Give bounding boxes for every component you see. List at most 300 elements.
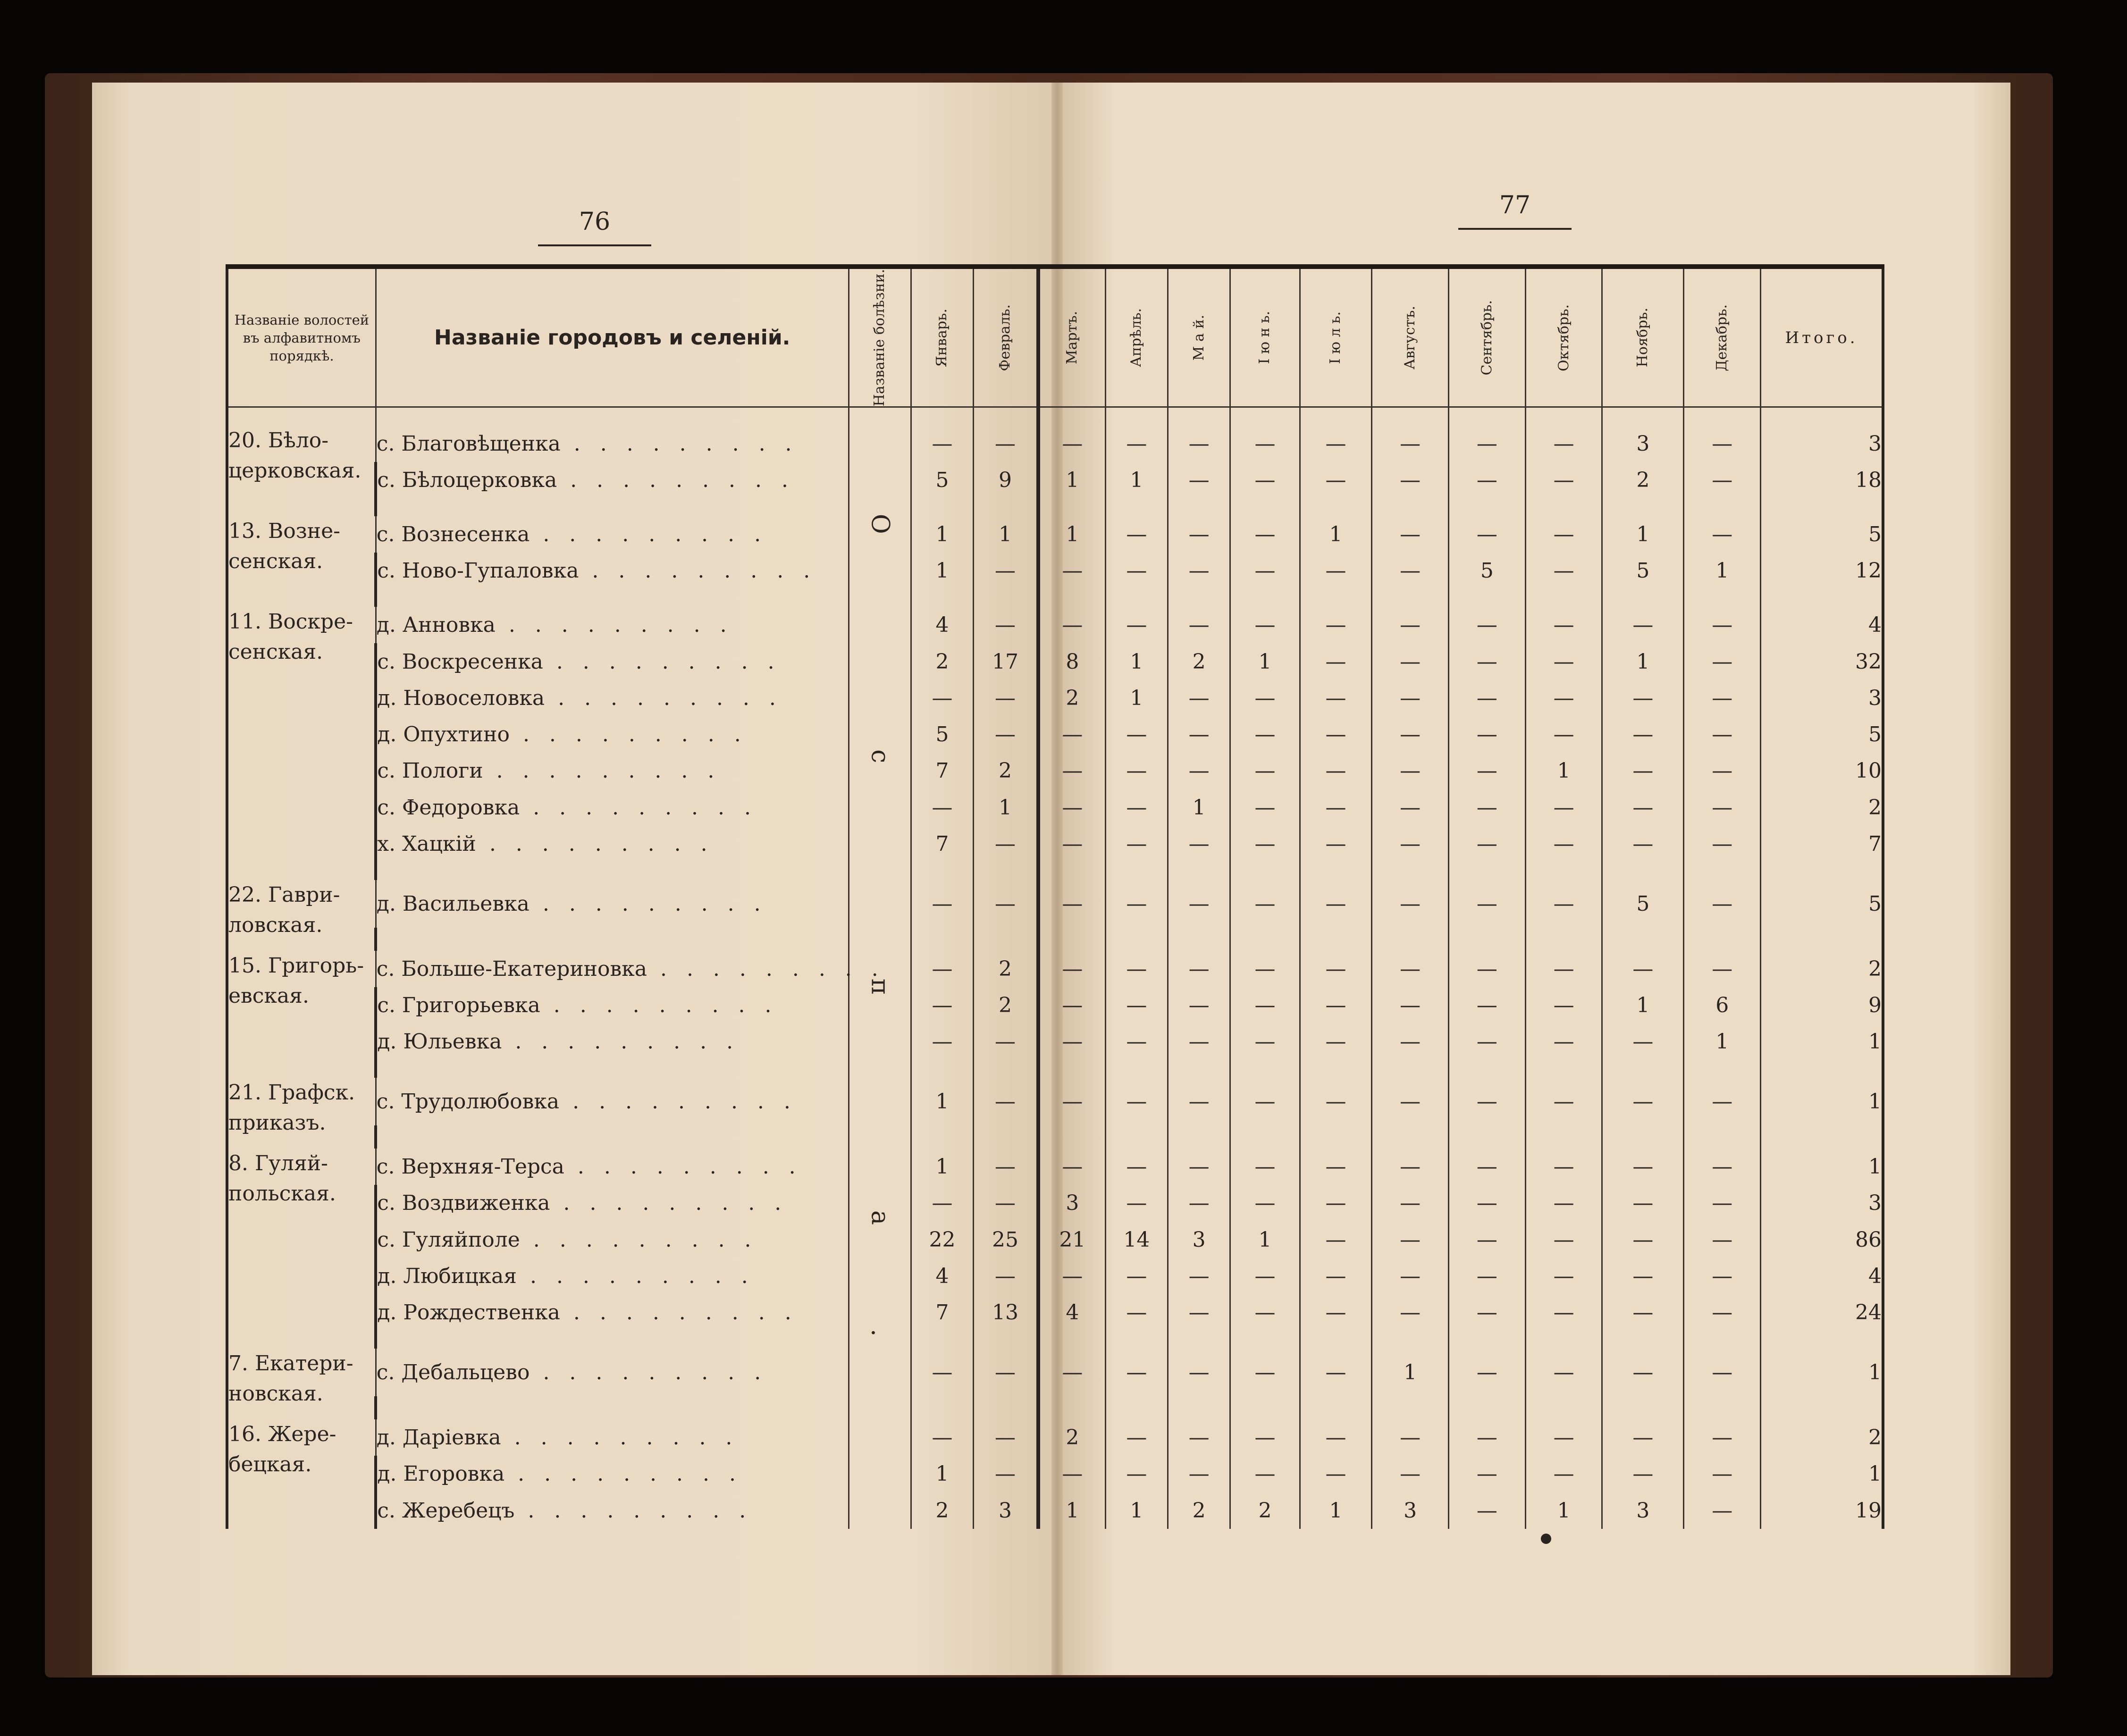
leader-dots: . . . . . . . . . <box>514 1498 753 1523</box>
volost-name: 22. Гаври-ловская. <box>227 880 376 951</box>
month-value: — <box>1602 1294 1684 1331</box>
header-month-label: М а й. <box>1190 315 1207 361</box>
leader-dots: . . . . . . . . . <box>579 559 817 583</box>
month-value: 7 <box>911 1294 973 1331</box>
leader-dots: . . . . . . . . . <box>504 1462 742 1486</box>
month-value: — <box>1105 826 1168 862</box>
month-value: — <box>1230 789 1300 826</box>
month-value: 13 <box>974 1294 1038 1331</box>
gap-cell <box>974 1060 1038 1077</box>
month-value: — <box>1448 607 1525 643</box>
month-value: — <box>911 951 973 987</box>
month-value: 1 <box>1300 516 1372 553</box>
gap-cell <box>1602 1396 1684 1419</box>
gap-cell <box>1372 928 1449 951</box>
month-value: — <box>1602 951 1684 987</box>
month-value: — <box>1448 1492 1525 1529</box>
row-total: 18 <box>1761 462 1883 498</box>
place-label: д. Юльевка <box>377 1030 502 1054</box>
month-value: — <box>1038 1149 1105 1185</box>
leader-dots: . . . . . . . . . <box>530 1360 768 1384</box>
header-month-label: І ю н ь. <box>1256 311 1273 364</box>
month-value: — <box>1300 426 1372 462</box>
place-name <box>376 607 849 643</box>
month-value: — <box>1300 951 1372 987</box>
header-month-6 <box>1230 267 1300 407</box>
place-name <box>376 1349 849 1396</box>
month-value: — <box>1038 607 1105 643</box>
place-label: с. Благовѣщенка <box>376 432 561 456</box>
row-total: 1 <box>1761 1349 1883 1396</box>
gap-cell <box>1230 1331 1300 1348</box>
month-value: 1 <box>1105 462 1168 498</box>
row-total: 12 <box>1761 553 1883 589</box>
table-row <box>227 1419 1883 1456</box>
place-name <box>376 1294 849 1331</box>
place-label: с. Григорьевка <box>377 993 540 1017</box>
month-value: — <box>1525 553 1602 589</box>
gap-cell <box>1448 589 1525 607</box>
month-value: — <box>1448 1185 1525 1221</box>
month-value: — <box>1684 607 1761 643</box>
month-value: 2 <box>974 951 1038 987</box>
month-value: 1 <box>911 553 973 589</box>
month-value: — <box>1300 553 1372 589</box>
table-row <box>227 680 1883 716</box>
month-value: 1 <box>1525 1492 1602 1529</box>
month-value: — <box>1684 516 1761 553</box>
month-value: 3 <box>1602 426 1684 462</box>
month-value: — <box>1684 1078 1761 1125</box>
gap-cell <box>1602 862 1684 880</box>
place-label: с. Жеребецъ <box>377 1498 515 1523</box>
month-value: — <box>1372 826 1449 862</box>
header-month-label: Декабрь. <box>1714 304 1731 371</box>
month-value: 3 <box>1038 1185 1105 1221</box>
place-name <box>376 1492 849 1529</box>
place-label: с. Трудолюбовка <box>376 1089 560 1114</box>
gap-cell <box>1168 862 1230 880</box>
month-value: — <box>1300 716 1372 753</box>
header-month-4 <box>1105 267 1168 407</box>
gap-cell <box>1761 1396 1883 1419</box>
gap-cell <box>974 862 1038 880</box>
month-value: — <box>1230 607 1300 643</box>
month-value: 1 <box>974 789 1038 826</box>
month-value: — <box>1230 716 1300 753</box>
place-label: с. Бѣлоцерковка <box>377 468 557 493</box>
month-value: 9 <box>974 462 1038 498</box>
month-value: — <box>1105 1078 1168 1125</box>
month-value: — <box>1038 1349 1105 1396</box>
table-row <box>227 1456 1883 1492</box>
gap-cell <box>1230 1060 1300 1077</box>
month-value: — <box>1448 716 1525 753</box>
month-value: — <box>1602 826 1684 862</box>
gap-cell <box>376 499 849 516</box>
month-value: — <box>1168 987 1230 1023</box>
place-label: х. Хацкій <box>377 832 476 856</box>
month-value: — <box>1038 826 1105 862</box>
gap-cell <box>1038 1060 1105 1077</box>
month-value: — <box>1038 426 1105 462</box>
month-value: — <box>974 826 1038 862</box>
gap-cell <box>1038 862 1105 880</box>
spacer-cell <box>1372 407 1449 426</box>
place-label: с. Пологи <box>377 759 483 783</box>
place-name <box>376 951 885 987</box>
volost-name: 15. Григорь-евская. <box>227 951 376 1078</box>
table-row <box>227 826 1883 862</box>
gap-cell <box>974 1331 1038 1348</box>
gap-cell <box>911 862 973 880</box>
gap-cell <box>1372 1060 1449 1077</box>
gap-cell <box>1230 1396 1300 1419</box>
month-value: — <box>1038 553 1105 589</box>
gap-cell <box>911 1125 973 1149</box>
month-value: — <box>1684 753 1761 789</box>
gap-cell <box>1372 1396 1449 1419</box>
gap-cell <box>1230 589 1300 607</box>
month-value: 1 <box>1684 553 1761 589</box>
gap-cell <box>1105 928 1168 951</box>
leader-dots: . . . . . . . . . <box>543 649 781 674</box>
place-name <box>376 1149 849 1185</box>
month-value: — <box>911 1349 973 1396</box>
month-value: 2 <box>1038 1419 1105 1456</box>
month-value: — <box>1525 1149 1602 1185</box>
gap-cell <box>1761 928 1883 951</box>
gap-cell <box>1300 1396 1372 1419</box>
page-number-left: 76 <box>538 208 651 246</box>
month-value: — <box>1105 516 1168 553</box>
month-value: — <box>1372 1258 1449 1294</box>
month-value: — <box>1448 1221 1525 1258</box>
gap-cell <box>1602 589 1684 607</box>
leader-dots: . . . . . . . . . <box>560 432 799 456</box>
month-value: — <box>1684 643 1761 679</box>
month-value: — <box>1525 1456 1602 1492</box>
month-value: — <box>1230 426 1300 462</box>
month-value: — <box>974 607 1038 643</box>
gap-cell <box>1602 1331 1684 1348</box>
volost-name: 16. Жере-бецкая. <box>227 1419 376 1529</box>
month-value: — <box>1038 1078 1105 1125</box>
row-total: 2 <box>1761 1419 1883 1456</box>
place-name <box>376 1221 849 1258</box>
gap-cell <box>911 1396 973 1419</box>
row-total: 4 <box>1761 607 1883 643</box>
month-value: — <box>1372 426 1449 462</box>
month-value: 1 <box>1230 1221 1300 1258</box>
month-value: 1 <box>911 1149 973 1185</box>
place-name <box>376 789 849 826</box>
month-value: — <box>1230 951 1300 987</box>
month-value: — <box>1168 1185 1230 1221</box>
row-total: 5 <box>1761 516 1883 553</box>
month-value: — <box>1230 516 1300 553</box>
month-value: — <box>974 1149 1038 1185</box>
place-name <box>376 716 849 753</box>
month-value: — <box>1448 1419 1525 1456</box>
place-label: с. Воздвиженка <box>377 1191 550 1216</box>
month-value: — <box>1105 880 1168 928</box>
month-value: — <box>1230 1456 1300 1492</box>
spacer-cell <box>1038 407 1105 426</box>
header-total <box>1761 267 1883 407</box>
leader-dots: . . . . . . . . . <box>550 1191 788 1216</box>
page-number-right: 77 <box>1458 191 1572 230</box>
month-value: 2 <box>1168 643 1230 679</box>
disease-name: О с п а. <box>849 426 911 1529</box>
month-value: — <box>1168 1294 1230 1331</box>
month-value: — <box>1525 680 1602 716</box>
spacer-cell <box>1230 407 1300 426</box>
gap-cell <box>1168 928 1230 951</box>
table-row <box>227 789 1883 826</box>
gap-cell <box>1300 499 1372 516</box>
row-total: 1 <box>1761 1078 1883 1125</box>
gap-cell <box>1602 1125 1684 1149</box>
gap-cell <box>1761 1331 1883 1348</box>
table-row <box>227 716 1883 753</box>
month-value: — <box>1525 1221 1602 1258</box>
month-value: — <box>1038 880 1105 928</box>
header-month-label: Ноябрь. <box>1634 308 1651 368</box>
month-value: 7 <box>911 753 973 789</box>
place-label: с. Ново-Гупаловка <box>377 559 579 583</box>
month-value: — <box>1230 987 1300 1023</box>
month-value: 2 <box>1038 680 1105 716</box>
month-value: — <box>1372 1149 1449 1185</box>
month-value: — <box>1168 680 1230 716</box>
place-name <box>376 680 849 716</box>
gap-cell <box>1372 1125 1449 1149</box>
group-gap-row <box>227 862 1883 880</box>
month-value: — <box>1300 826 1372 862</box>
month-value: — <box>1684 426 1761 462</box>
place-name <box>376 826 849 862</box>
month-value: 1 <box>911 1456 973 1492</box>
gap-cell <box>1168 1396 1230 1419</box>
gap-cell <box>376 1331 849 1348</box>
gap-cell <box>1300 1331 1372 1348</box>
month-value: — <box>1448 643 1525 679</box>
table-row <box>227 643 1883 679</box>
gap-cell <box>1448 1331 1525 1348</box>
month-value: — <box>1448 951 1525 987</box>
month-value: 1 <box>1230 643 1300 679</box>
month-value: — <box>1602 607 1684 643</box>
header-total-label: Итого. <box>1785 328 1858 347</box>
month-value: 1 <box>974 516 1038 553</box>
month-value: 22 <box>911 1221 973 1258</box>
gap-cell <box>1105 1125 1168 1149</box>
place-name <box>376 426 849 462</box>
header-month-9 <box>1448 267 1525 407</box>
month-value: — <box>1230 462 1300 498</box>
month-value: — <box>974 1349 1038 1396</box>
month-value: — <box>1168 462 1230 498</box>
month-value: — <box>911 1023 973 1060</box>
month-value: — <box>1300 1149 1372 1185</box>
month-value: — <box>1372 1419 1449 1456</box>
row-total: 1 <box>1761 1149 1883 1185</box>
gap-cell <box>1525 589 1602 607</box>
gap-cell <box>1038 1396 1105 1419</box>
gap-cell <box>376 1396 849 1419</box>
gap-cell <box>1230 862 1300 880</box>
place-label: с. Вознесенка <box>376 522 530 547</box>
month-value: — <box>1300 1023 1372 1060</box>
place-name <box>376 753 849 789</box>
table-row <box>227 516 1883 553</box>
month-value: 2 <box>1602 462 1684 498</box>
month-value: 2 <box>1168 1492 1230 1529</box>
month-value: — <box>1525 789 1602 826</box>
gap-cell <box>1525 1396 1602 1419</box>
gap-cell <box>1448 1060 1525 1077</box>
month-value: — <box>1525 607 1602 643</box>
month-value: — <box>1448 462 1525 498</box>
table-row <box>227 462 1883 498</box>
month-value: — <box>1168 1419 1230 1456</box>
table-header-row <box>227 267 1883 407</box>
month-value: — <box>1372 1294 1449 1331</box>
place-label: с. Федоровка <box>377 795 520 820</box>
month-value: — <box>1602 1456 1684 1492</box>
header-volost: Названіе волостей въ алфавитномъ порядкѣ. <box>227 267 376 407</box>
header-month-label: Сентябрь. <box>1478 300 1495 376</box>
month-value: — <box>1300 643 1372 679</box>
month-value: — <box>1525 1349 1602 1396</box>
month-value: — <box>1168 880 1230 928</box>
spacer-cell <box>227 407 376 426</box>
month-value: — <box>1105 426 1168 462</box>
row-total: 86 <box>1761 1221 1883 1258</box>
month-value: — <box>1105 1456 1168 1492</box>
header-month-label: Октябрь. <box>1555 304 1572 371</box>
month-value: — <box>1105 1149 1168 1185</box>
place-label: с. Дебальцево <box>376 1360 530 1384</box>
gap-cell <box>1105 1331 1168 1348</box>
gap-cell <box>1038 499 1105 516</box>
gap-cell <box>1300 862 1372 880</box>
month-value: — <box>1168 1078 1230 1125</box>
leader-dots: . . . . . . . . . <box>517 1264 755 1288</box>
month-value: — <box>1602 1185 1684 1221</box>
volost-name: 20. Бѣло-церковская. <box>227 426 376 516</box>
volost-name: 7. Екатери-новская. <box>227 1349 376 1419</box>
month-value: — <box>1230 1419 1300 1456</box>
header-month-10 <box>1525 267 1602 407</box>
gap-cell <box>1372 1331 1449 1348</box>
volost-name: 13. Возне-сенская. <box>227 516 376 607</box>
place-name <box>376 643 849 679</box>
month-value: — <box>1448 880 1525 928</box>
gap-cell <box>1684 1060 1761 1077</box>
ink-spot <box>1541 1534 1551 1544</box>
month-value: — <box>911 987 973 1023</box>
gap-cell <box>1038 928 1105 951</box>
month-value: — <box>974 1185 1038 1221</box>
month-value: 14 <box>1105 1221 1168 1258</box>
month-value: — <box>1230 1023 1300 1060</box>
month-value: 5 <box>1448 553 1525 589</box>
month-value: — <box>1372 643 1449 679</box>
gap-cell <box>1448 928 1525 951</box>
gap-cell <box>1105 1396 1168 1419</box>
row-total: 4 <box>1761 1258 1883 1294</box>
row-total: 2 <box>1761 951 1883 987</box>
gap-cell <box>1684 1331 1761 1348</box>
place-name <box>376 516 849 553</box>
volost-name: 11. Воскре-сенская. <box>227 607 376 880</box>
gap-cell <box>1230 1125 1300 1149</box>
group-gap-row <box>227 499 1883 516</box>
gap-cell <box>1168 1125 1230 1149</box>
month-value: — <box>911 680 973 716</box>
month-value: — <box>1038 753 1105 789</box>
month-value: — <box>1168 1456 1230 1492</box>
month-value: — <box>1448 426 1525 462</box>
month-value: — <box>1230 753 1300 789</box>
month-value: — <box>1300 1221 1372 1258</box>
month-value: 5 <box>1602 553 1684 589</box>
gap-cell <box>1038 1331 1105 1348</box>
month-value: — <box>974 880 1038 928</box>
gap-cell <box>1525 1331 1602 1348</box>
gap-cell <box>1168 499 1230 516</box>
table-row <box>227 1294 1883 1331</box>
month-value: 4 <box>911 607 973 643</box>
leader-dots: . . . . . . . . . <box>483 759 721 783</box>
table-body <box>227 407 1883 1529</box>
leader-dots: . . . . . . . . . <box>559 1089 797 1114</box>
month-value: — <box>1525 880 1602 928</box>
header-month-8 <box>1372 267 1449 407</box>
row-total: 10 <box>1761 753 1883 789</box>
place-name <box>376 880 849 928</box>
group-gap-row <box>227 928 1883 951</box>
row-total: 5 <box>1761 716 1883 753</box>
month-value: — <box>1300 1294 1372 1331</box>
header-month-label: І ю л ь. <box>1327 311 1344 364</box>
gap-cell <box>1168 1331 1230 1348</box>
month-value: — <box>1230 826 1300 862</box>
gap-cell <box>1105 1060 1168 1077</box>
month-value: — <box>1602 716 1684 753</box>
place-name <box>376 1185 849 1221</box>
place-label: с. Больше-Екатериновка <box>376 956 647 981</box>
table-row <box>227 1221 1883 1258</box>
month-value: 2 <box>974 753 1038 789</box>
spacer-cell <box>911 407 973 426</box>
month-value: — <box>1448 826 1525 862</box>
month-value: — <box>1602 1258 1684 1294</box>
place-name <box>376 462 849 498</box>
volost-name: 8. Гуляй-польская. <box>227 1149 376 1349</box>
month-value: — <box>1168 716 1230 753</box>
spacer-cell <box>1761 407 1883 426</box>
month-value: — <box>1105 1419 1168 1456</box>
month-value: — <box>911 426 973 462</box>
month-value: 2 <box>974 987 1038 1023</box>
month-value: — <box>1372 1221 1449 1258</box>
month-value: — <box>1684 789 1761 826</box>
month-value: — <box>1684 462 1761 498</box>
month-value: — <box>1168 951 1230 987</box>
